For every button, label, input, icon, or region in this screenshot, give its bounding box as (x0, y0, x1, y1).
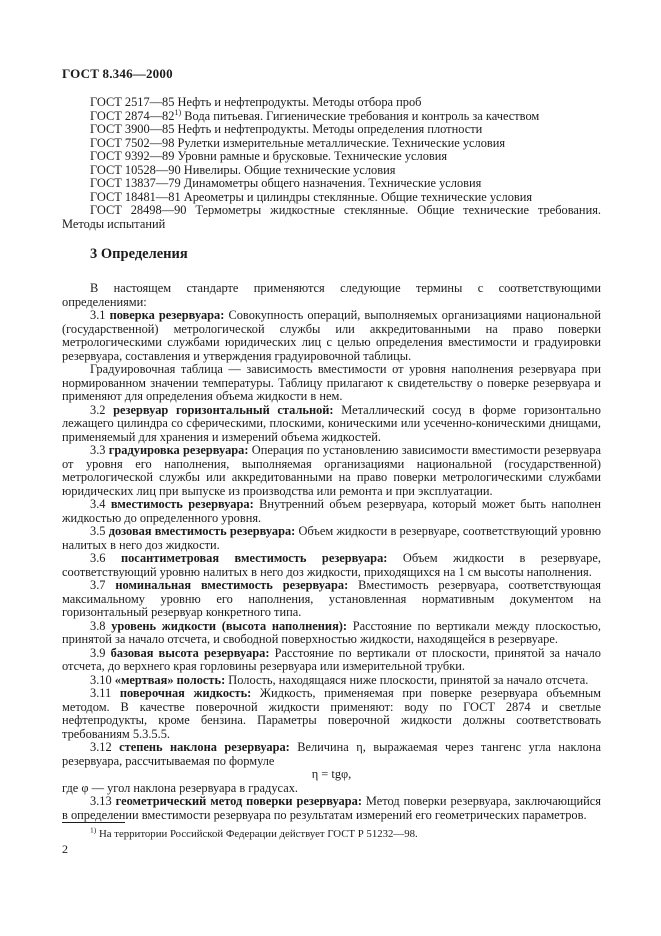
definition-text: Вместимость резервуара, соответствующая максимальному уровню его наполнения, установленная нормативным документом на горизонтальный резервуар конкретного типа. (62, 578, 601, 620)
reference-text: ГОСТ 3900—85 Нефть и нефтепродукты. Методы определения плотности (90, 122, 483, 137)
reference-item (62, 123, 601, 137)
definition-term: «мертвая» полость: (114, 672, 229, 687)
reference-text: ГОСТ 2517—85 Нефть и нефтепродукты. Методы отбора проб (90, 95, 422, 109)
definition-3-9 (62, 647, 601, 674)
definition-number: 3.10 (90, 672, 115, 687)
reference-text: ГОСТ 10528—90 Нивелиры. Общие технические условия (90, 162, 396, 177)
definition-text: Внутренний объем резервуара, который может быть наполнен жидкостью до определенного уровня. (62, 497, 601, 525)
definition-3-3 (62, 444, 601, 498)
definition-number: 3.9 (90, 645, 111, 660)
footnote-text: На территории Российской Федерации действует ГОСТ Р 51232—98. (96, 828, 418, 840)
section-heading: 3 Определения (90, 246, 188, 263)
reference-item (62, 191, 601, 205)
reference-text: ГОСТ 2874—82 (90, 108, 175, 123)
formula-expression: η = tgφ, (311, 767, 352, 782)
definition-number: 3.3 (90, 443, 109, 458)
definition-text: Полость, находящаяся ниже плоскости, принятой за начало отсчета. (228, 672, 589, 687)
definition-text: Расстояние по вертикали между плоскостью, принятой за начало отсчета, и свободной поверхностью жидкости, находящейся в резервуаре. (62, 618, 602, 647)
definition-text: Величина η, выражаемая через тангенс угла наклона резервуара, рассчитываемая по формуле (62, 740, 601, 768)
definition-3-13 (62, 795, 601, 822)
definition-number: 3.6 (90, 551, 121, 566)
definition-term: уровень жидкости (высота наполнения): (111, 618, 353, 633)
definition-number: 3.13 (90, 794, 116, 809)
definition-3-12 (62, 741, 601, 768)
definition-text: Объем жидкости в резервуаре, соответствующий уровню налитых в него доз жидкости. (62, 524, 602, 552)
definition-term: дозовая вместимость резервуара: (108, 524, 299, 539)
paragraph: В настоящем стандарте применяются следующие термины с соответствующими определениями: (62, 281, 601, 309)
definition-term: поверка резервуара: (109, 308, 229, 323)
reference-item (62, 177, 601, 191)
document-title: ГОСТ 8.346—2000 (62, 66, 173, 81)
definition-term: посантиметровая вместимость резервуара: (120, 551, 403, 566)
definition-term: вместимость резервуара: (110, 497, 260, 512)
definition-number: 3.7 (90, 578, 116, 593)
footnote-ref-marker: 1) (174, 107, 182, 117)
page-number: 2 (62, 842, 68, 856)
reference-text: ГОСТ 7502—98 Рулетки измерительные металлические. Технические условия (90, 135, 506, 150)
reference-text: Вода питьевая. Гигиенические требования и контроль за качеством (181, 108, 540, 123)
definition-3-5 (62, 525, 601, 552)
references-list (62, 96, 601, 231)
definition-text: Операция по установлению зависимости вместимости резервуара от уровня его наполнения, выполняемая организациями национальной (государственной) метрологической службы или аккредитованными на право поверки метрологическими службами юридических лиц при выпуске из производства или ремонта и при эксплуатации. (62, 443, 601, 498)
reference-item (62, 137, 601, 151)
definition-3-6 (62, 552, 601, 579)
definition-3-4 (62, 498, 601, 525)
definition-3-2 (62, 404, 601, 445)
definition-number: 3.11 (90, 686, 120, 701)
definition-term: градуировка резервуара: (108, 443, 252, 458)
footnote (62, 825, 601, 840)
footnote-divider (62, 822, 125, 823)
definition-3-8 (62, 620, 601, 647)
definition-text: Метод поверки резервуара, заключающийся в определении вместимости резервуара по результатам измерений его геометрических параметров. (62, 794, 601, 822)
definition-number: 3.2 (90, 402, 114, 417)
definition-3-10 (62, 674, 601, 688)
reference-text: ГОСТ 18481—81 Ареометры и цилиндры стеклянные. Общие технические условия (90, 189, 533, 204)
footnote-marker: 1) (90, 825, 97, 835)
definition-term: поверочная жидкость: (119, 686, 260, 701)
definition-3-11 (62, 687, 601, 741)
definition-number: 3.8 (90, 618, 112, 633)
definition-number: 3.12 (90, 740, 120, 755)
definition-3-1 (62, 309, 601, 363)
definition-term: базовая высота резервуара: (110, 645, 275, 660)
definition-text: Жидкость, применяемая при поверке резервуара объемным методом. В качестве поверочной жидкости применяют: воду по ГОСТ 2874 и светлые нефтепродукты, кроме бензина. Параметры поверочной жидкости должны соответствовать требованиям 5.3.5.5. (62, 686, 601, 741)
formula-where-clause: где φ — угол наклона резервуара в градусах. (62, 780, 298, 795)
definition-text: Металлический сосуд в форме горизонтально лежащего цилиндра со сферическими, плоскими, коническими или усеченно-коническими днищами, применяемый для хранения и измерений объема жидкостей. (62, 402, 601, 444)
reference-item (62, 204, 601, 231)
reference-text: ГОСТ 28498—90 Термометры жидкостные стеклянные. Общие технические требования. Методы испытаний (62, 203, 601, 231)
definition-number: 3.5 (90, 524, 109, 539)
reference-text: ГОСТ 9392—89 Уровни рамные и брусковые. Технические условия (90, 149, 448, 164)
definition-term: номинальная вместимость резервуара: (115, 578, 359, 593)
definition-number: 3.4 (90, 497, 111, 512)
reference-item (62, 150, 601, 164)
definition-term: резервуар горизонтальный стальной: (113, 402, 342, 417)
definition-term: геометрический метод поверки резервуара: (115, 794, 366, 809)
definition-number: 3.1 (90, 308, 110, 323)
definitions-body (62, 282, 601, 822)
definition-3-7 (62, 579, 601, 620)
reference-text: ГОСТ 13837—79 Динамометры общего назначения. Технические условия (90, 176, 482, 191)
reference-item (62, 107, 601, 124)
reference-item (62, 96, 601, 110)
paragraph: Градуировочная таблица — зависимость вместимости от уровня наполнения резервуара при нормированном значении температуры. Таблицу прилагают к свидетельству о поверке резервуара и применяют для определения объема жидкости в нем. (62, 362, 601, 404)
definition-text: Расстояние по вертикали от плоскости, принятой за начало отсчета, до верхнего края горловины резервуара или измерительной трубки. (62, 645, 601, 674)
definition-text: Совокупность операций, выполняемых организациями национальной (государственной) метрологической службы или аккредитованными на право поверки метрологическими службами юридических лиц с целью определения вместимости и градуировки резервуара, составления и утверждения градуировочной таблицы. (62, 308, 601, 363)
definition-text: Объем жидкости в резервуаре, соответствующий уровню налитых в него доз жидкости, приходящихся на 1 см высоты наполнения. (62, 551, 601, 579)
definition-term: степень наклона резервуара: (119, 740, 298, 755)
reference-item (62, 164, 601, 178)
